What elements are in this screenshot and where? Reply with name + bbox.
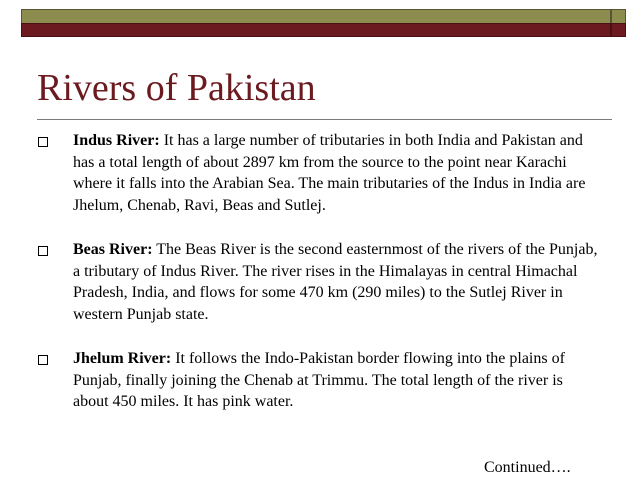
river-name: Beas River:	[73, 241, 153, 258]
header-maroon-bar	[21, 23, 611, 37]
square-bullet-icon	[38, 246, 48, 256]
bullet-text: It has a large number of tributaries in both India and Pakistan and has a total length of about 2897 km from the source to the point near Karachi where it falls into the Arabian Sea. The main tributaries of the Indus in India are Jhelum, Chenab, Ravi, Beas and Sutlej.	[73, 132, 586, 214]
header-olive-bar	[21, 9, 611, 24]
bullet-list	[38, 130, 598, 436]
bullet-item-indus	[38, 130, 598, 216]
square-bullet-icon	[38, 355, 48, 365]
header-olive-square	[611, 9, 626, 24]
title-divider	[37, 119, 612, 120]
bullet-text: The Beas River is the second easternmost of the rivers of the Punjab, a tributary of Indus River. The river rises in the Himalayas in central Himachal Pradesh, India, and flows for some 470 km (290 miles) to the Sutlej River in western Punjab state.	[73, 241, 598, 323]
header-decoration	[0, 0, 638, 40]
river-name: Indus River:	[73, 132, 160, 149]
header-maroon-square	[611, 23, 626, 37]
bullet-item-jhelum	[38, 348, 598, 413]
bullet-text: It follows the Indo-Pakistan border flowing into the plains of Punjab, finally joining the Chenab at Trimmu. The total length of the river is about 450 miles. It has pink water.	[73, 350, 565, 410]
continued-label: Continued….	[484, 459, 571, 476]
river-name: Jhelum River:	[73, 350, 172, 367]
slide-title: Rivers of Pakistan	[37, 67, 316, 109]
square-bullet-icon	[38, 137, 48, 147]
bullet-item-beas	[38, 239, 598, 325]
